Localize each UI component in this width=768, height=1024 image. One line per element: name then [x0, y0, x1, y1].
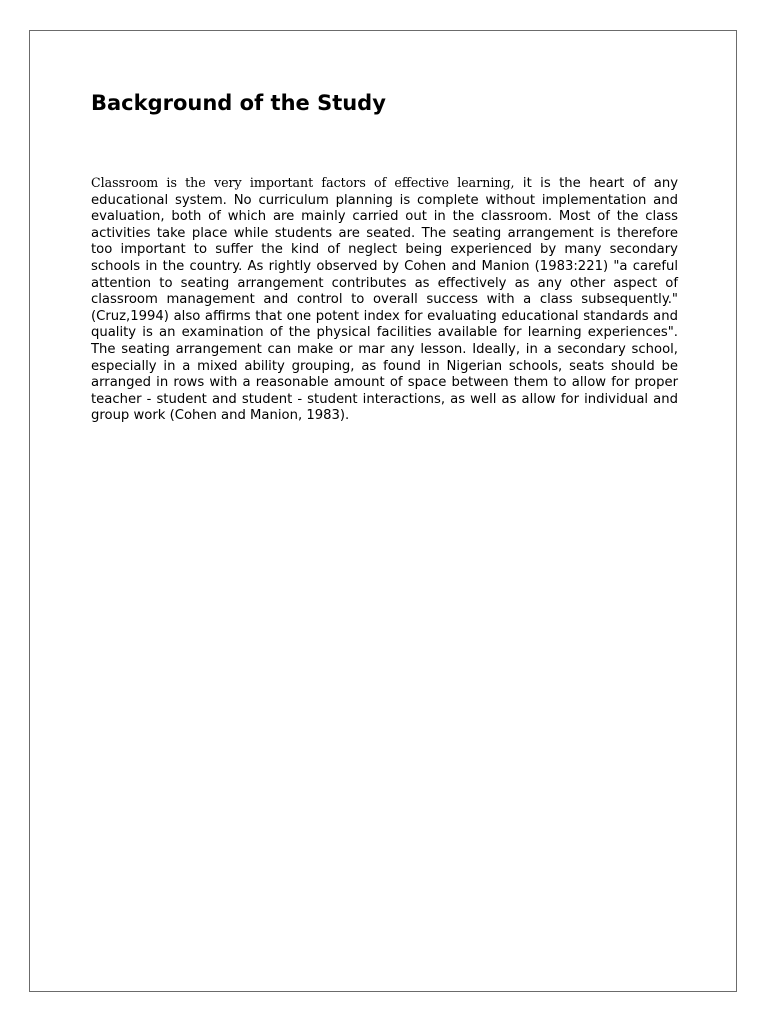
document-page: [29, 30, 737, 992]
section-heading: Background of the Study: [91, 91, 386, 115]
paragraph-lead-text: Classroom is the very important factors of effective learning,: [91, 175, 515, 190]
paragraph-body-text: it is the heart of any educational system. No curriculum planning is complete without implementation and evaluation, both of which are mainly carried out in the classroom. Most of the class activities take place while students are seated. The seating arrangement is therefore too important to suffer the kind of neglect being experienced by many secondary schools in the country. As rightly observed by Cohen and Manion (1983:221) "a careful attention to seating arrangement contributes as effectively as any other aspect of classroom management and control to overall success with a class subsequently."(Cruz,1994) also affirms that one potent index for evaluating educational standards and quality is an examination of the physical facilities available for learning experiences". The seating arrangement can make or mar any lesson. Ideally, in a secondary school, especially in a mixed ability grouping, as found in Nigerian schools, seats should be arranged in rows with a reasonable amount of space between them to allow for proper teacher - student and student - student interactions, as well as allow for individual and group work (Cohen and Manion, 1983).: [91, 176, 678, 424]
body-paragraph: [91, 175, 678, 425]
